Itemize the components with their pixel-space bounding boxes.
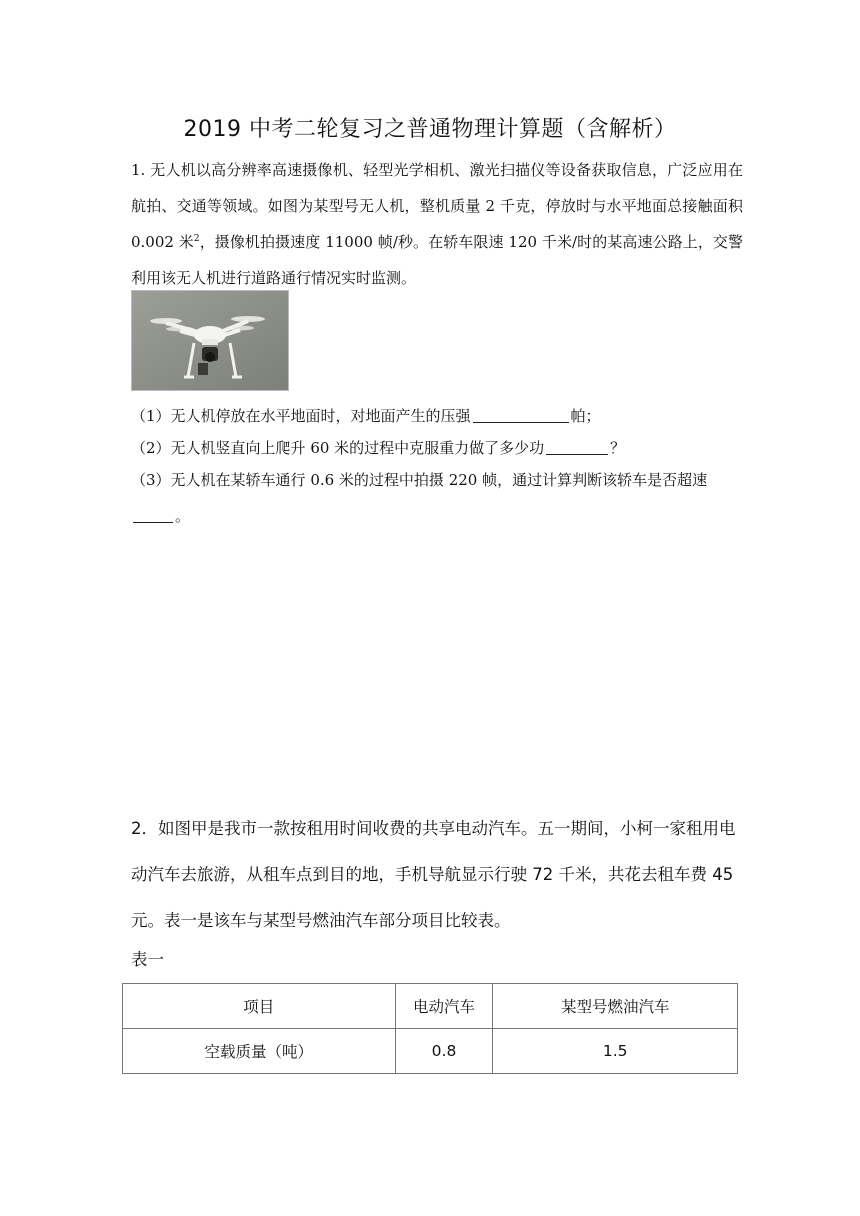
table-header-cell: 项目 (123, 984, 396, 1029)
table-header-cell: 某型号燃油汽车 (493, 984, 738, 1029)
q2-stem-text: 2．如图甲是我市一款按租用时间收费的共享电动汽车。五一期间，小柯一家租用电动汽车去旅游，从租车点到目的地，手机导航显示行驶 72 千米，共花去租车费 45 元。表一是该车与某型号燃油汽车部分项目比较表。 (131, 819, 736, 930)
table-header-row (123, 984, 738, 1029)
question-2-stem (131, 806, 741, 944)
table-row (123, 1029, 738, 1074)
table-caption: 表一 (131, 950, 164, 969)
sub1-unit: 帕； (570, 407, 601, 425)
table-header-cell: 电动汽车 (395, 984, 493, 1029)
q1-stem-text: 1. 无人机以高分辨率高速摄像机、轻型光学相机、激光扫描仪等设备获取信息，广泛应用在航拍、交通等领域。如图为某型号无人机，整机质量 2 千克，停放时与水平地面总接触面积 0.002 米 (131, 161, 743, 251)
table-cell: 空载质量（吨） (123, 1029, 396, 1074)
answer-blank[interactable] (546, 438, 608, 455)
drone-icon (132, 291, 288, 390)
question-1-stem (131, 152, 743, 296)
answer-blank[interactable] (133, 506, 173, 523)
drone-photo (131, 290, 289, 391)
q1-subquestion-1 (131, 398, 743, 434)
superscript: 2 (193, 234, 200, 244)
q1-subquestion-3 (131, 462, 743, 534)
q1-subquestion-2 (131, 430, 743, 466)
page-title: 2019 中考二轮复习之普通物理计算题（含解析） (183, 117, 677, 142)
q1-stem-text-cont: ，摄像机拍摄速度 11000 帧/秒。在轿车限速 120 千米/时的某高速公路上，交警利用该无人机进行道路通行情况实时监测。 (131, 233, 743, 287)
sub1-text: （1）无人机停放在水平地面时，对地面产生的压强 (131, 407, 471, 425)
sub2-text: （2）无人机竖直向上爬升 60 米的过程中克服重力做了多少功 (131, 439, 545, 457)
comparison-table (122, 983, 738, 1074)
sub3-end: 。 (175, 507, 191, 525)
sub2-end: ？ (610, 439, 626, 457)
table-cell: 1.5 (493, 1029, 738, 1074)
answer-blank[interactable] (473, 406, 569, 423)
table-cell: 0.8 (395, 1029, 493, 1074)
sub3-text: （3）无人机在某轿车通行 0.6 米的过程中拍摄 220 帧，通过计算判断该轿车是否超速 (131, 471, 708, 489)
